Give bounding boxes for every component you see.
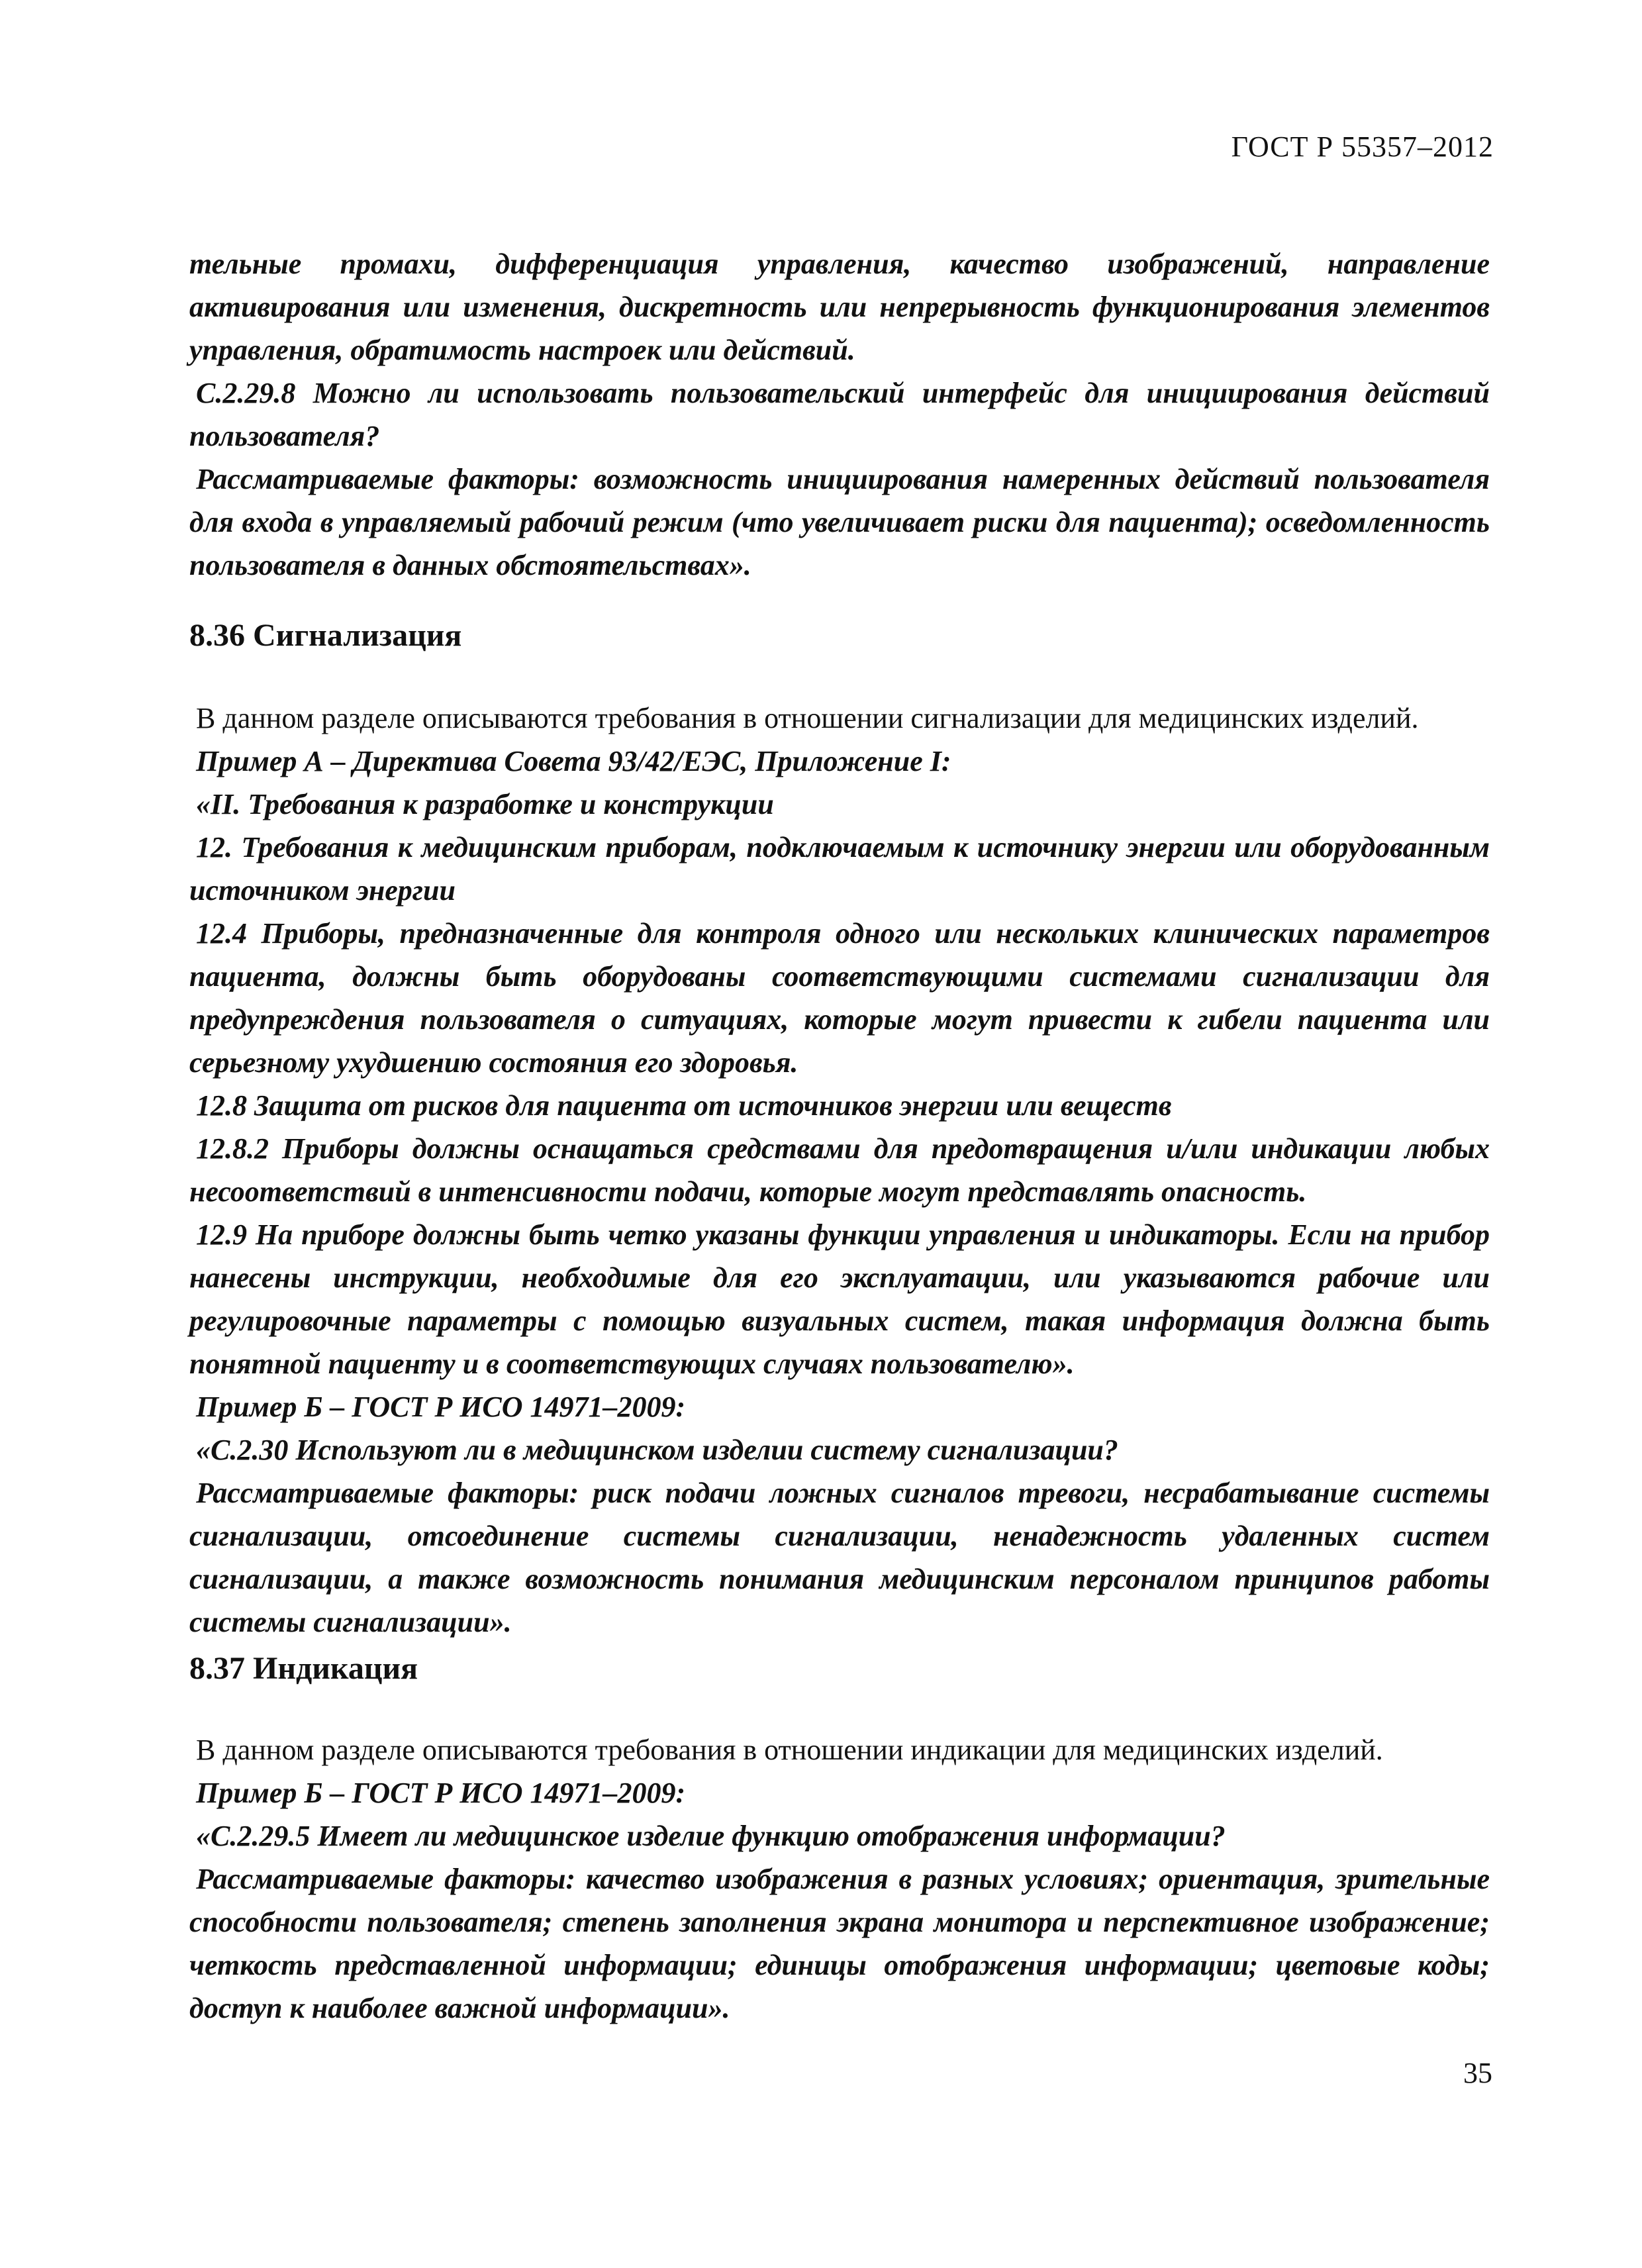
item-12: 12. Требования к медицинским приборам, подключаемым к источнику энергии или оборудованным источником энергии — [189, 831, 1490, 907]
document-header: ГОСТ Р 55357–2012 — [1231, 130, 1494, 163]
item-12-4: 12.4 Приборы, предназначенные для контроля одного или нескольких клинических параметров пациента, должны быть оборудованы соответствующими системами сигнализации для предупреждения пользователя о ситуациях, которые могут привести к гибели пациента или серьезному ухудшению состояния его здоровья. — [189, 917, 1490, 1079]
example-b-label: Пример Б – ГОСТ Р ИСО 14971–2009: — [196, 1391, 686, 1423]
continuation-block — [189, 242, 1490, 587]
factors-paragraph-2: Рассматриваемые факторы: риск подачи ложных сигналов тревоги, несрабатывание системы сигнализации, отсоединение системы сигнализации, ненадежность удаленных систем сигнализации, а также возможность понимания медицинским персоналом принципов работы системы сигнализации». — [189, 1477, 1490, 1638]
item-12-9: 12.9 На приборе должны быть четко указаны функции управления и индикаторы. Если на прибор нанесены инструкции, необходимые для его эксплуатации, или указываются рабочие или регулировочные параметры с помощью визуальных систем, такая информация должна быть понятной пациенту и в соответствующих случаях пользователю». — [189, 1218, 1490, 1380]
factors-paragraph-3: Рассматриваемые факторы: качество изображения в разных условиях; ориентация, зрительные способности пользователя; степень заполнения экрана монитора и перспективное изображение; четкость представленной информации; единицы отображения информации; цветовые коды; доступ к наиболее важной информации». — [189, 1863, 1490, 2024]
continuation-paragraph: тельные промахи, дифференциация управления, качество изображений, направление активирования или изменения, дискретность или непрерывность функционирования элементов управления, обратимость настроек или действий. — [189, 248, 1490, 366]
factors-paragraph-1: Рассматриваемые факторы: возможность инициирования намеренных действий пользователя для входа в управляемый рабочий режим (что увеличивает риски для пациента); осведомленность пользователя в данных обстоятельствах». — [189, 463, 1490, 581]
question-c2295: «С.2.29.5 Имеет ли медицинское изделие функцию отображения информации? — [196, 1820, 1226, 1852]
example-b-label-2: Пример Б – ГОСТ Р ИСО 14971–2009: — [196, 1777, 686, 1809]
question-c2298: С.2.29.8 Можно ли использовать пользовательский интерфейс для инициирования действий пользователя? — [189, 377, 1490, 452]
item-ii: «II. Требования к разработке и конструкции — [196, 788, 774, 820]
page-number: 35 — [1463, 2057, 1492, 2089]
example-a-label: Пример А – Директива Совета 93/42/ЕЭС, Приложение I: — [196, 745, 951, 777]
section-8-36-body — [189, 697, 1490, 1644]
section-heading-8-36: 8.36 Сигнализация — [189, 618, 462, 653]
section-8-37-intro: В данном разделе описываются требования в отношении индикации для медицинских изделий. — [196, 1734, 1383, 1766]
section-8-36-intro: В данном разделе описываются требования в отношении сигнализации для медицинских изделий. — [196, 702, 1419, 734]
item-12-8: 12.8 Защита от рисков для пациента от источников энергии или веществ — [196, 1089, 1172, 1122]
item-12-8-2: 12.8.2 Приборы должны оснащаться средствами для предотвращения и/или индикации любых несоответствий в интенсивности подачи, которые могут представлять опасность. — [189, 1132, 1490, 1208]
section-heading-8-37: 8.37 Индикация — [189, 1651, 418, 1686]
question-c230: «С.2.30 Используют ли в медицинском изделии систему сигнализации? — [196, 1434, 1118, 1466]
section-8-37-body — [189, 1728, 1490, 2030]
